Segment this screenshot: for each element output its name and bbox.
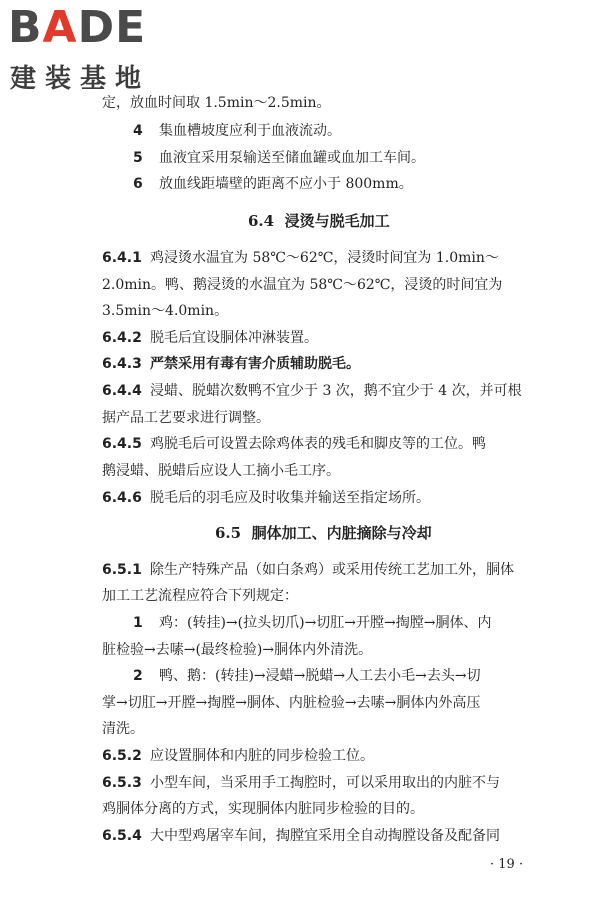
clause-6-4-4-cont: 据产品工艺要求进行调整。: [102, 410, 270, 426]
section-heading-6-5: 6.5 胴体加工、内脏摘除与冷却: [215, 524, 432, 542]
list-item-1: 1 鸡：(转挂)→(拉头切爪)→切肛→开膛→掏膛→胴体、内: [133, 615, 492, 631]
list-item-2: 2 鸭、鹅：(转挂)→浸蜡→脱蜡→人工去小毛→去头→切: [133, 668, 481, 684]
bade-logo: [8, 4, 178, 94]
clause-6-5-2: 6.5.2 应设置胴体和内脏的同步检验工位。: [102, 748, 374, 764]
clause-6-4-4: 6.4.4 浸蜡、脱蜡次数鸭不宜少于 3 次，鹅不宜少于 4 次，并可根: [102, 383, 522, 399]
clause-6-4-6: 6.4.6 脱毛后的羽毛应及时收集并输送至指定场所。: [102, 490, 430, 506]
list-item-6: 6 放血线距墙壁的距离不应小于 800mm。: [133, 176, 413, 192]
logo-wordmark: BADE: [8, 2, 147, 53]
list-item-5: 5 血液宜采用泵输送至储血罐或血加工车间。: [133, 150, 425, 166]
list-item-2-cont: 清洗。: [102, 721, 144, 737]
clause-6-5-3-cont: 鸡胴体分离的方式，实现胴体内脏同步检验的目的。: [102, 801, 424, 817]
clause-6-4-5-cont: 鹅浸蜡、脱蜡后应设人工摘小毛工序。: [102, 463, 340, 479]
clause-6-4-1-cont: 2.0min。鸭、鹅浸烫的水温宜为 58℃～62℃，浸烫的时间宜为: [102, 277, 503, 293]
clause-6-4-1-cont: 3.5min～4.0min。: [102, 303, 229, 319]
page-number: · 19 ·: [490, 857, 524, 872]
list-item-2-cont: 掌→切肛→开膛→掏膛→胴体、内脏检验→去嗉→胴体内外高压: [102, 695, 481, 711]
logo-subtitle: 建装基地: [10, 64, 151, 94]
clause-6-5-3: 6.5.3 小型车间，当采用手工掏腔时，可以采用取出的内脏不与: [102, 775, 500, 791]
clause-6-4-3: 6.4.3 严禁采用有毒有害介质辅助脱毛。: [102, 356, 360, 372]
section-heading-6-4: 6.4 浸烫与脱毛加工: [248, 212, 390, 230]
list-item-4: 4 集血槽坡度应利于血液流动。: [133, 123, 341, 139]
clause-6-4-1: 6.4.1 鸡浸烫水温宜为 58℃～62℃，浸烫时间宜为 1.0min～: [102, 250, 499, 266]
list-item-1-cont: 脏检验→去嗉→(最终检验)→胴体内外清洗。: [102, 642, 373, 658]
clause-6-4-5: 6.4.5 鸡脱毛后可设置去除鸡体表的残毛和脚皮等的工位。鸭: [102, 436, 486, 452]
clause-6-5-4: 6.5.4 大中型鸡屠宰车间，掏膛宜采用全自动掏膛设备及配备同: [102, 828, 500, 844]
clause-6-5-1: 6.5.1 除生产特殊产品（如白条鸡）或采用传统工艺加工外，胴体: [102, 562, 514, 578]
clause-6-5-1-cont: 加工工艺流程应符合下列规定：: [102, 588, 298, 604]
clause-6-4-2: 6.4.2 脱毛后宜设胴体冲淋装置。: [102, 330, 318, 346]
text-line: 定，放血时间取 1.5min～2.5min。: [102, 95, 331, 111]
